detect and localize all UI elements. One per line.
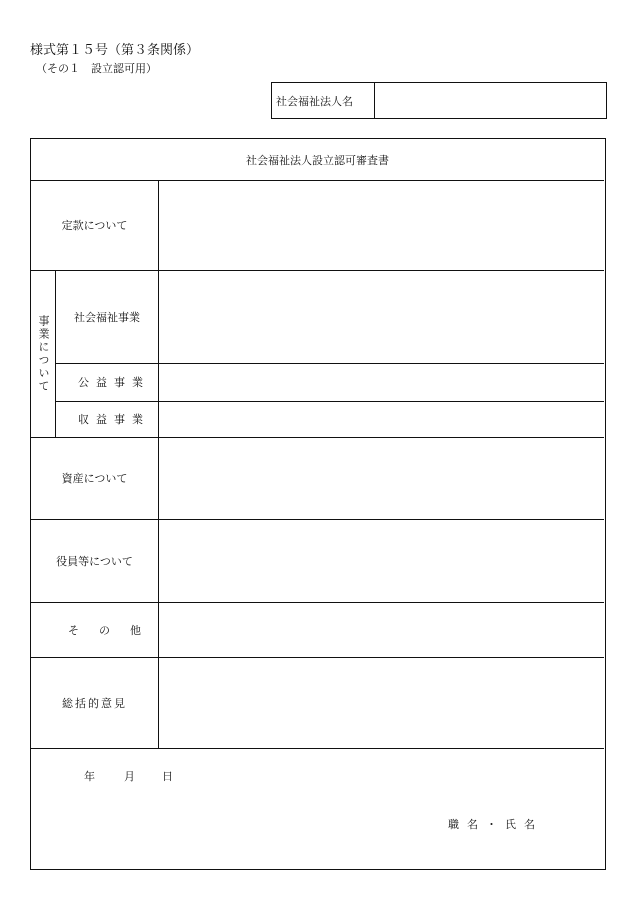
- profit-business-label: 収益事業: [78, 413, 150, 426]
- social-welfare-label: 社会福祉事業: [74, 310, 140, 324]
- overall-opinion-label: 総括的意見: [62, 696, 127, 710]
- date-month[interactable]: 月: [124, 770, 135, 783]
- business-group-label: 事業について: [37, 314, 50, 393]
- corporation-name-box: [271, 82, 607, 119]
- social-welfare-field[interactable]: [159, 270, 604, 363]
- profit-business-field[interactable]: [159, 401, 604, 437]
- articles-label: 定款について: [61, 219, 128, 232]
- document-title: 社会福祉法人設立認可審査書: [246, 153, 389, 167]
- assets-field[interactable]: [159, 437, 604, 519]
- date-year[interactable]: 年: [84, 770, 95, 783]
- corporation-name-field[interactable]: [375, 83, 606, 118]
- other-label: その他: [68, 623, 161, 637]
- officers-field[interactable]: [159, 519, 604, 602]
- officers-label: 役員等について: [56, 554, 133, 568]
- form-subtitle: （その１ 設立認可用）: [36, 62, 157, 75]
- articles-field[interactable]: [159, 180, 604, 270]
- form-number: 様式第１５号（第３条関係）: [30, 43, 200, 58]
- corporation-name-label: 社会福祉法人名: [272, 83, 375, 118]
- public-interest-label: 公益事業: [78, 376, 150, 389]
- overall-opinion-field[interactable]: [159, 657, 604, 748]
- date-day[interactable]: 日: [162, 770, 173, 783]
- date-line: [84, 768, 173, 784]
- assets-label: 資産について: [61, 472, 128, 485]
- other-field[interactable]: [159, 602, 604, 657]
- signature-title-name[interactable]: 職名・氏名: [448, 818, 543, 831]
- public-interest-field[interactable]: [159, 363, 604, 401]
- review-form-table: [30, 138, 606, 870]
- divider: [31, 748, 604, 749]
